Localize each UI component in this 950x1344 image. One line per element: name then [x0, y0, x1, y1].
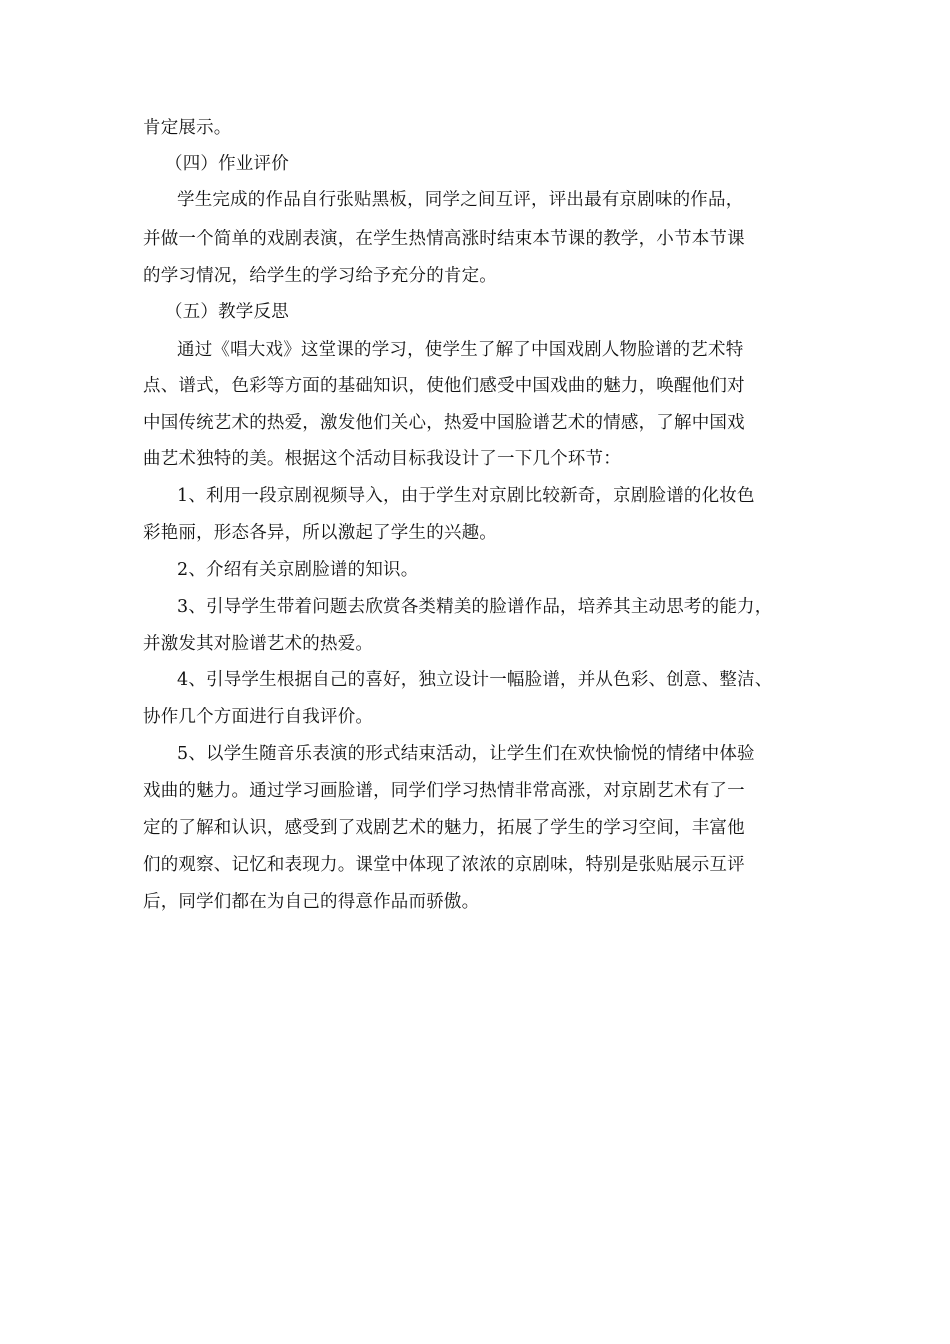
list-item-1: 1、利用一段京剧视频导入，由于学生对京剧比较新奇，京剧脸谱的化妆色	[177, 486, 755, 506]
list-item-5: 5、以学生随音乐表演的形式结束活动，让学生们在欢快愉悦的情绪中体验	[177, 744, 755, 764]
paragraph-line: 学生完成的作品自行张贴黑板，同学之间互评，评出最有京剧味的作品，	[177, 190, 744, 210]
paragraph-line: 戏曲的魅力。通过学习画脸谱，同学们学习热情非常高涨，对京剧艺术有了一	[143, 781, 745, 801]
paragraph-line: 并做一个简单的戏剧表演，在学生热情高涨时结束本节课的教学，小节本节课	[143, 229, 745, 249]
list-item-3: 3、引导学生带着问题去欣赏各类精美的脸谱作品，培养其主动思考的能力，	[177, 597, 773, 617]
paragraph-line: 后，同学们都在为自己的得意作品而骄傲。	[143, 892, 480, 912]
paragraph-line: 们的观察、记忆和表现力。课堂中体现了浓浓的京剧味，特别是张贴展示互评	[143, 855, 745, 875]
paragraph-line: 定的了解和认识，感受到了戏剧艺术的魅力，拓展了学生的学习空间，丰富他	[143, 818, 745, 838]
paragraph-line: 中国传统艺术的热爱，激发他们关心，热爱中国脸谱艺术的情感，了解中国戏	[143, 413, 745, 433]
section-heading-homework-evaluation: （四）作业评价	[165, 154, 289, 174]
paragraph-line: 通过《唱大戏》这堂课的学习，使学生了解了中国戏剧人物脸谱的艺术特	[177, 340, 744, 360]
section-heading-teaching-reflection: （五）教学反思	[165, 302, 289, 322]
paragraph-line: 协作几个方面进行自我评价。	[143, 707, 374, 727]
paragraph-line: 并激发其对脸谱艺术的热爱。	[143, 634, 374, 654]
paragraph-line: 彩艳丽，形态各异，所以激起了学生的兴趣。	[143, 523, 497, 543]
list-item-2: 2、介绍有关京剧脸谱的知识。	[177, 560, 419, 580]
list-item-4: 4、引导学生根据自己的喜好，独立设计一幅脸谱，并从色彩、创意、整洁、	[177, 670, 773, 690]
paragraph-line: 曲艺术独特的美。根据这个活动目标我设计了一下几个环节：	[143, 449, 621, 469]
paragraph-line: 点、谱式，色彩等方面的基础知识，使他们感受中国戏曲的魅力，唤醒他们对	[143, 376, 745, 396]
paragraph-line: 肯定展示。	[143, 118, 232, 138]
paragraph-line: 的学习情况，给学生的学习给予充分的肯定。	[143, 266, 497, 286]
